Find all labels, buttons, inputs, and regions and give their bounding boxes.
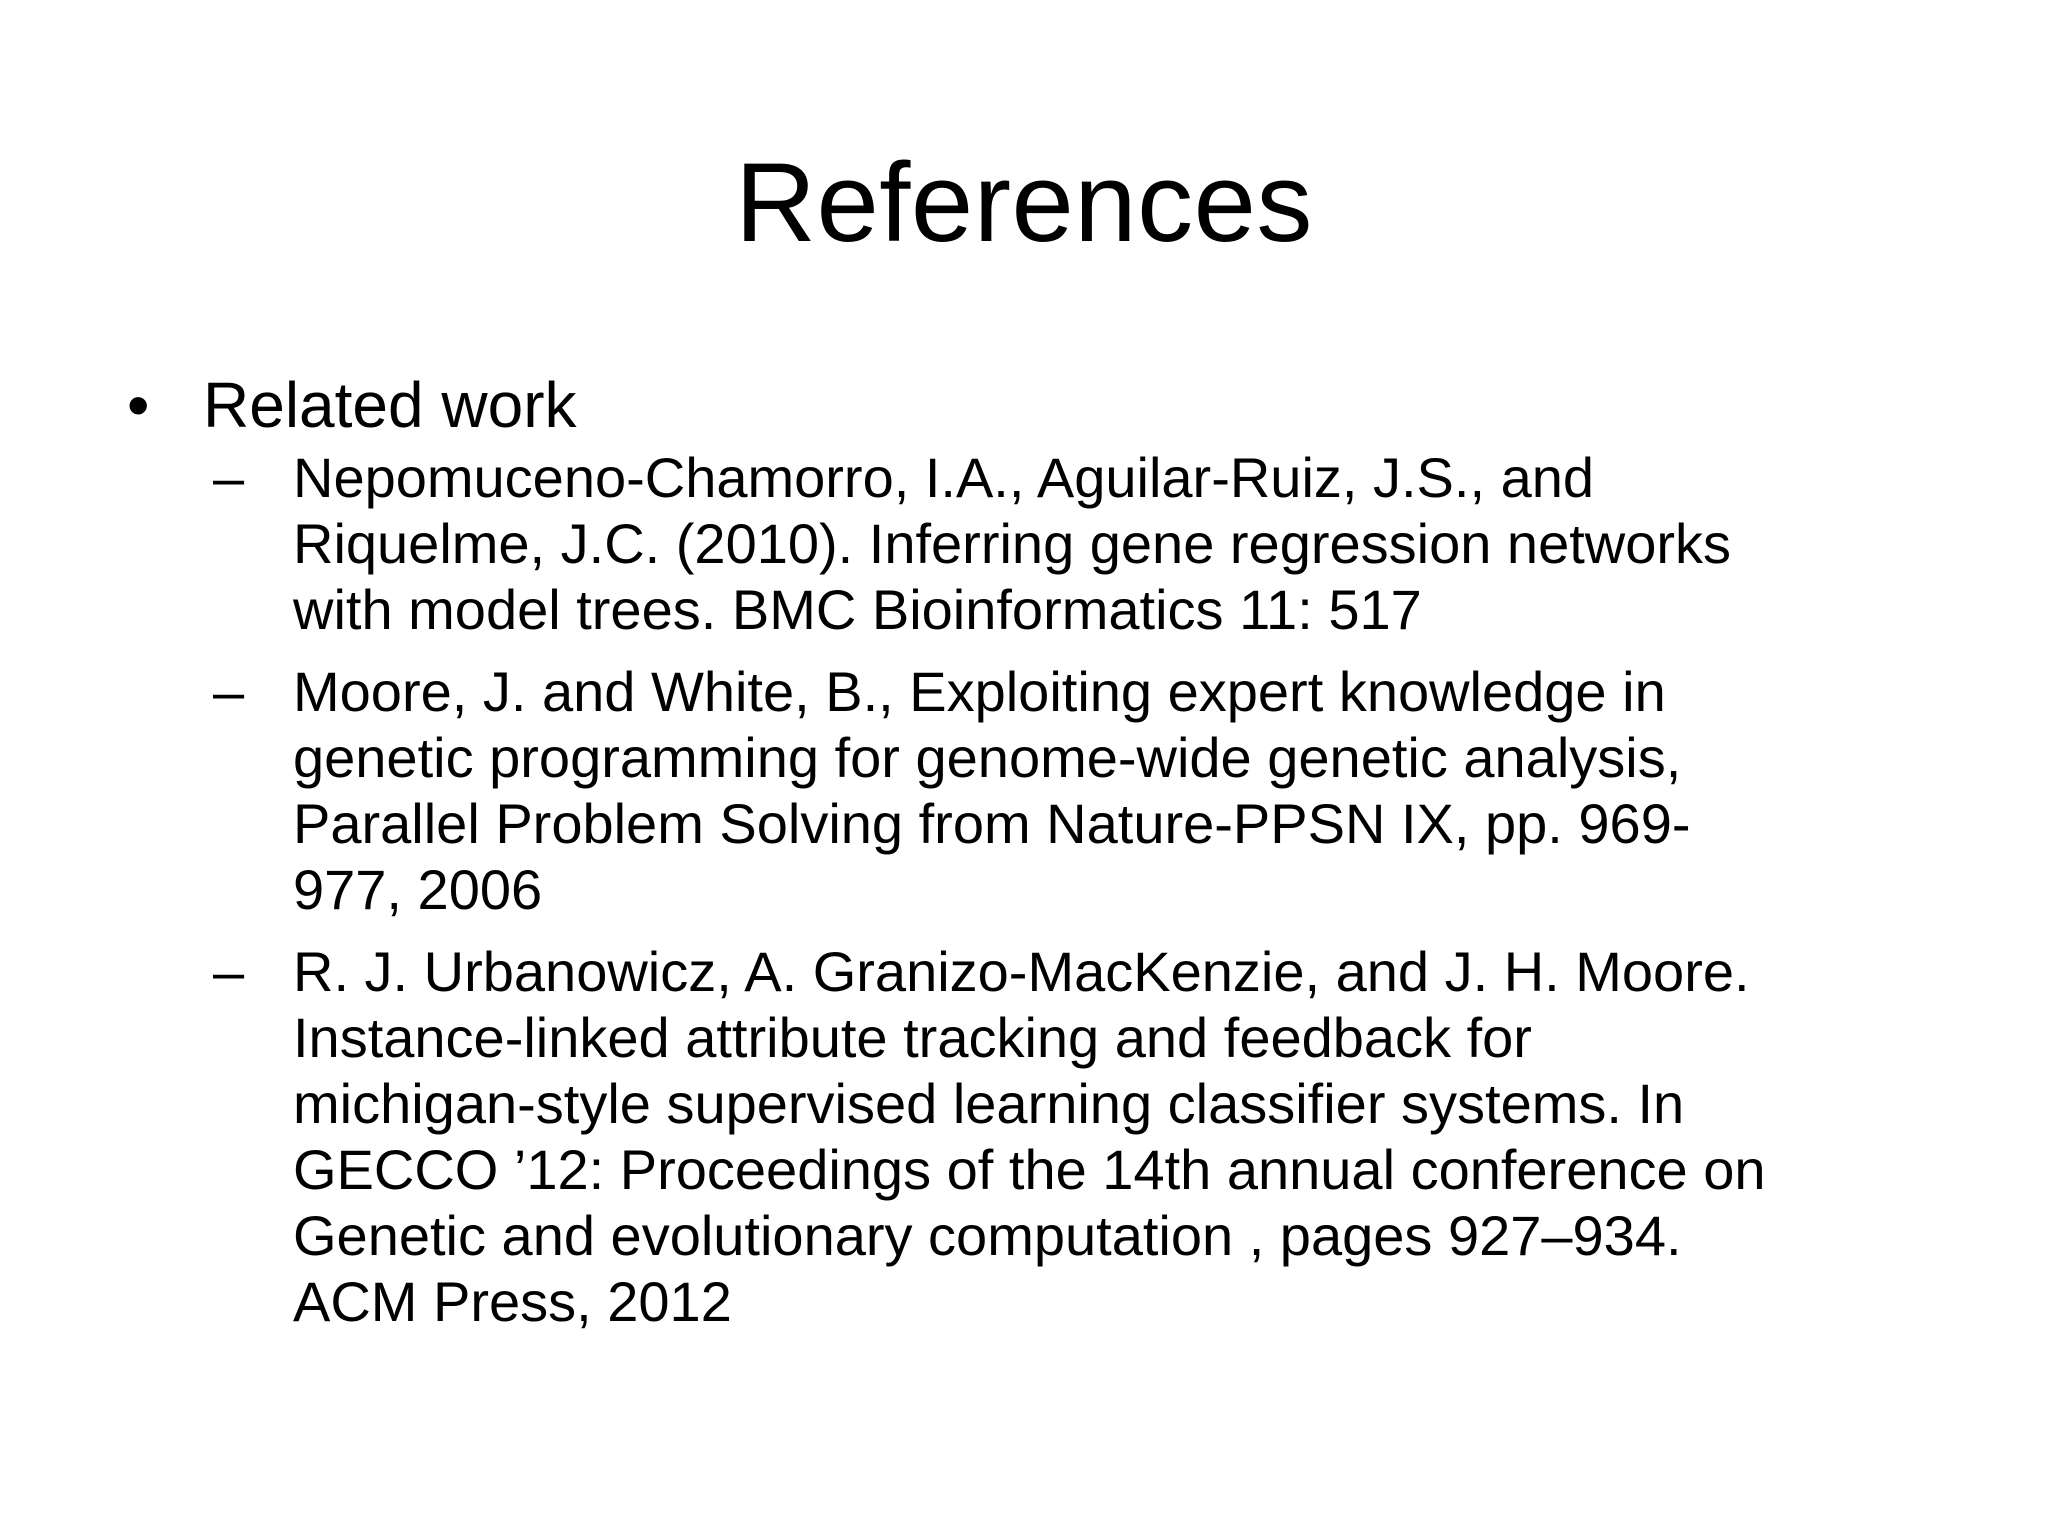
bullet-label: Related work xyxy=(203,369,577,441)
reference-item xyxy=(213,445,1933,643)
reference-text: Nepomuceno-Chamorro, I.A., Aguilar-Ruiz, J.S., and Riquelme, J.C. (2010). Inferring gene regression networks with model trees. BMC Bioinformatics 11: 517 xyxy=(293,446,1732,641)
slide-title: References xyxy=(735,140,1313,265)
reference-item xyxy=(213,659,1933,923)
reference-list xyxy=(115,445,1945,1335)
slide-content xyxy=(115,365,1945,1351)
reference-text: Moore, J. and White, B., Exploiting expert knowledge in genetic programming for genome-wide genetic analysis, Parallel Problem Solving from Nature-PPSN IX, pp. 969- 977, 2006 xyxy=(293,660,1691,921)
dash-marker: – xyxy=(213,446,245,509)
bullet-marker: • xyxy=(127,369,150,441)
reference-text: R. J. Urbanowicz, A. Granizo-MacKenzie, and J. H. Moore. Instance-linked attribute tracking and feedback for michigan-style supervised learning classifier systems. In GECCO ’12: Proceedings of the 14th annual conference on Genetic and evolutionary computation , pages 927–934. ACM Press, 2012 xyxy=(293,940,1766,1333)
dash-marker: – xyxy=(213,660,245,723)
reference-item xyxy=(213,939,1933,1335)
dash-marker: – xyxy=(213,940,245,1003)
bullet-related-work xyxy=(115,365,1945,445)
